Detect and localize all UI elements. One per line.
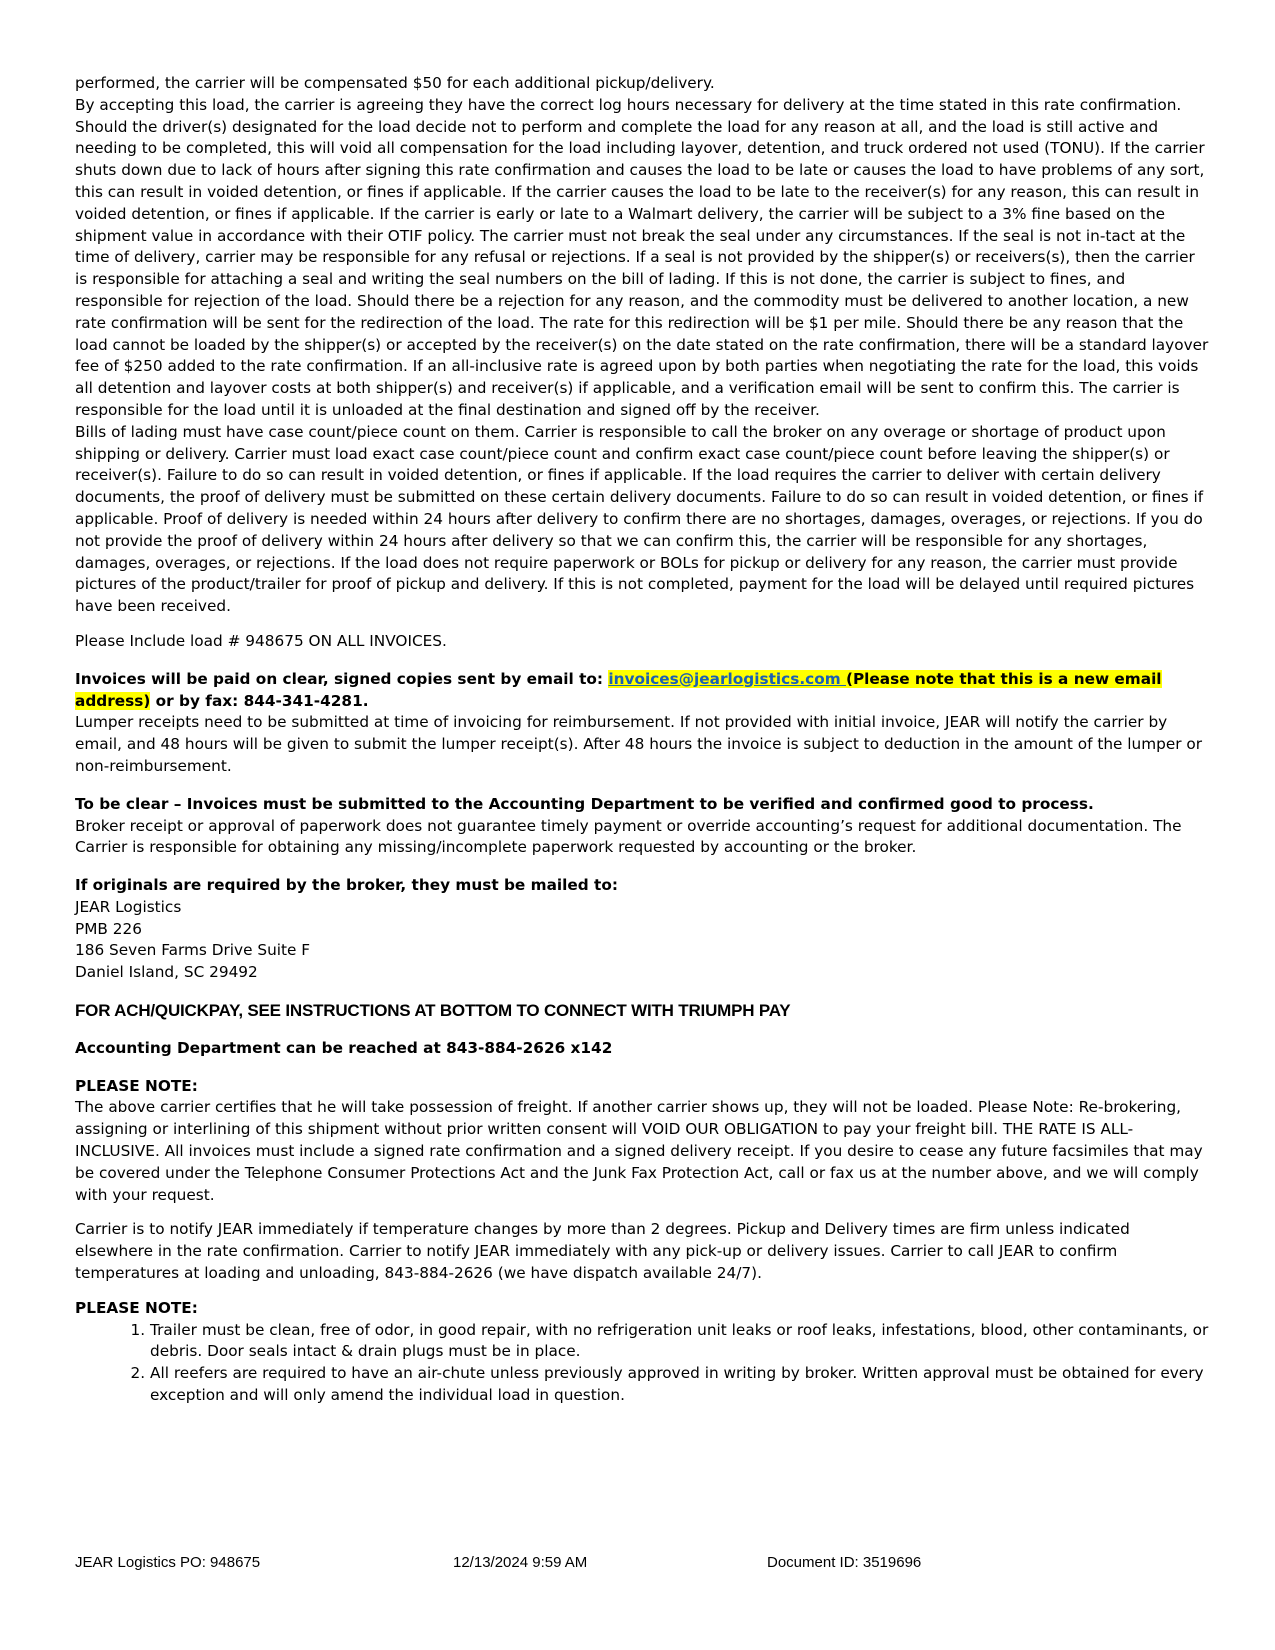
ach-quickpay-heading: FOR ACH/QUICKPAY, SEE INSTRUCTIONS AT BOTTOM TO CONNECT WITH TRIUMPH PAY — [75, 1001, 791, 1021]
address-line: 186 Seven Farms Drive Suite F — [75, 941, 311, 960]
please-note-heading: PLEASE NOTE: — [75, 1076, 198, 1095]
list-item: 1. Trailer must be clean, free of odor, in good repair, with no refrigeration unit leaks or roof leaks, infestations, blood, other contaminants, or debris. Door seals intact & drain plugs must be in place. — [150, 1320, 1210, 1364]
list-item: 2. All reefers are required to have an air-chute unless previously approved in writing by broker. Written approval must be obtained for every exception and will only amend the individual load in question. — [150, 1363, 1210, 1407]
invoices-fax: or by fax: 844-341-4281. — [150, 691, 369, 710]
document-body — [75, 73, 1210, 1407]
paragraph-additional-stops: performed, the carrier will be compensated $50 for each additional pickup/delivery. — [75, 74, 715, 92]
load-number-note: Please Include load # 948675 ON ALL INVOICES. — [75, 631, 447, 650]
originals-heading: If originals are required by the broker, they must be mailed to: — [75, 876, 618, 895]
paragraph-log-hours: By accepting this load, the carrier is agreeing they have the correct log hours necessary for delivery at the time stated in this rate confirmation. Should the driver(s) designated for the load decide not to perform and complete the load for any reason at all, and the load is still active and needing to be completed, this will void all compensation for the load including layover, detention, and truck ordered not used (TONU). If the carrier shuts down due to lack of hours after signing this rate confirmation and causes the load to be late or causes the load to have problems of any sort, this can result in voided detention, or fines if applicable. If the carrier causes the load to be late to the receiver(s) for any reason, this can result in voided detention, or fines if applicable. If the carrier is early or late to a Walmart delivery, the carrier will be subject to a 3% fine based on the shipment value in accordance with their OTIF policy. The carrier must not break the seal under any circumstances. If the seal is not in-tact at the time of delivery, carrier may be responsible for any refusal or rejections. If a seal is not provided by the shipper(s) or receivers(s), then the carrier is responsible for attaching a seal and writing the seal numbers on the bill of lading. If this is not done, the carrier is subject to fines, and responsible for rejection of the load. Should there be a rejection for any reason, and the commodity must be delivered to another location, a new rate confirmation will be sent for the redirection of the load. The rate for this redirection will be $1 per mile. Should there be any reason that the load cannot be loaded by the shipper(s) or accepted by the receiver(s) on the date stated on the rate confirmation, there will be a standard layover fee of $250 added to the rate confirmation. If an all-inclusive rate is agreed upon by both parties when negotiating the rate for the load, this voids all detention and layover costs at both shipper(s) and receiver(s) if applicable, and a verification email will be sent to confirm this. The carrier is responsible for the load until it is unloaded at the final destination and signed off by the receiver. — [75, 95, 1209, 419]
trailer-requirements-list — [75, 1320, 1210, 1407]
footer-document-id: Document ID: 3519696 — [767, 1554, 922, 1571]
carrier-certification-paragraph: The above carrier certifies that he will take possession of freight. If another carrier shows up, they will not be loaded. Please Note: Re-brokering, assigning or interlining of this shipment without prior written consent will VOID OUR OBLIGATION to pay your freight bill. THE RATE IS ALL-INCLUSIVE. All invoices must include a signed rate confirmation and a signed delivery receipt. If you desire to cease any future facsimiles that may be covered under the Telephone Consumer Protections Act and the Junk Fax Protection Act, call or fax us at the number above, and we will comply with your request. — [75, 1098, 1203, 1204]
new-email-note: (Please note that this is a new email address) — [75, 669, 1162, 710]
address-line: JEAR Logistics — [75, 897, 182, 916]
clear-body: Broker receipt or approval of paperwork does not guarantee timely payment or override accounting’s request for additional documentation. The Carrier is responsible for obtaining any missing/incomplete paperwork requested by accounting or the broker. — [75, 816, 1182, 857]
address-line: Daniel Island, SC 29492 — [75, 963, 258, 982]
invoices-lead: Invoices will be paid on clear, signed copies sent by email to: — [75, 669, 609, 688]
please-note-heading-2: PLEASE NOTE: — [75, 1298, 198, 1317]
temperature-paragraph: Carrier is to notify JEAR immediately if temperature changes by more than 2 degrees. Pickup and Delivery times are firm unless indicated elsewhere in the rate confirmation. Carrier to notify JEAR immediately with any pick-up or delivery issues. Carrier to call JEAR to confirm temperatures at loading and unloading, 843-884-2626 (we have dispatch available 24/7). — [75, 1220, 1130, 1283]
clear-heading: To be clear – Invoices must be submitted to the Accounting Department to be verified and confirmed good to process. — [75, 794, 1094, 813]
footer-datetime: 12/13/2024 9:59 AM — [453, 1554, 588, 1571]
footer-po: JEAR Logistics PO: 948675 — [75, 1554, 261, 1571]
paragraph-bills-of-lading: Bills of lading must have case count/piece count on them. Carrier is responsible to call the broker on any overage or shortage of product upon shipping or delivery. Carrier must load exact case count/piece count and confirm exact case count/piece count before leaving the shipper(s) or receiver(s). Failure to do so can result in voided detention, or fines if applicable. If the load requires the carrier to deliver with certain delivery documents, the proof of delivery must be submitted on these certain delivery documents. Failure to do so can result in voided detention, or fines if applicable. Proof of delivery is needed within 24 hours after delivery to confirm there are no shortages, damages, overages, or rejections. If you do not provide the proof of delivery within 24 hours after delivery so that we can confirm this, the carrier will be responsible for any shortages, damages, overages, or rejections. If the load does not require paperwork or BOLs for pickup or delivery for any reason, the carrier must provide pictures of the product/trailer for proof of pickup and delivery. If this is not completed, payment for the load will be delayed until required pictures have been received. — [75, 422, 1204, 616]
accounting-contact: Accounting Department can be reached at 843-884-2626 x142 — [75, 1038, 613, 1057]
lumper-paragraph: Lumper receipts need to be submitted at time of invoicing for reimbursement. If not provided with initial invoice, JEAR will notify the carrier by email, and 48 hours will be given to submit the lumper receipt(s). After 48 hours the invoice is subject to deduction in the amount of the lumper or non-reimbursement. — [75, 713, 1203, 775]
invoices-heading — [75, 669, 1210, 713]
address-line: PMB 226 — [75, 919, 142, 938]
invoices-email-link[interactable]: invoices@jearlogistics.com — [608, 669, 846, 688]
